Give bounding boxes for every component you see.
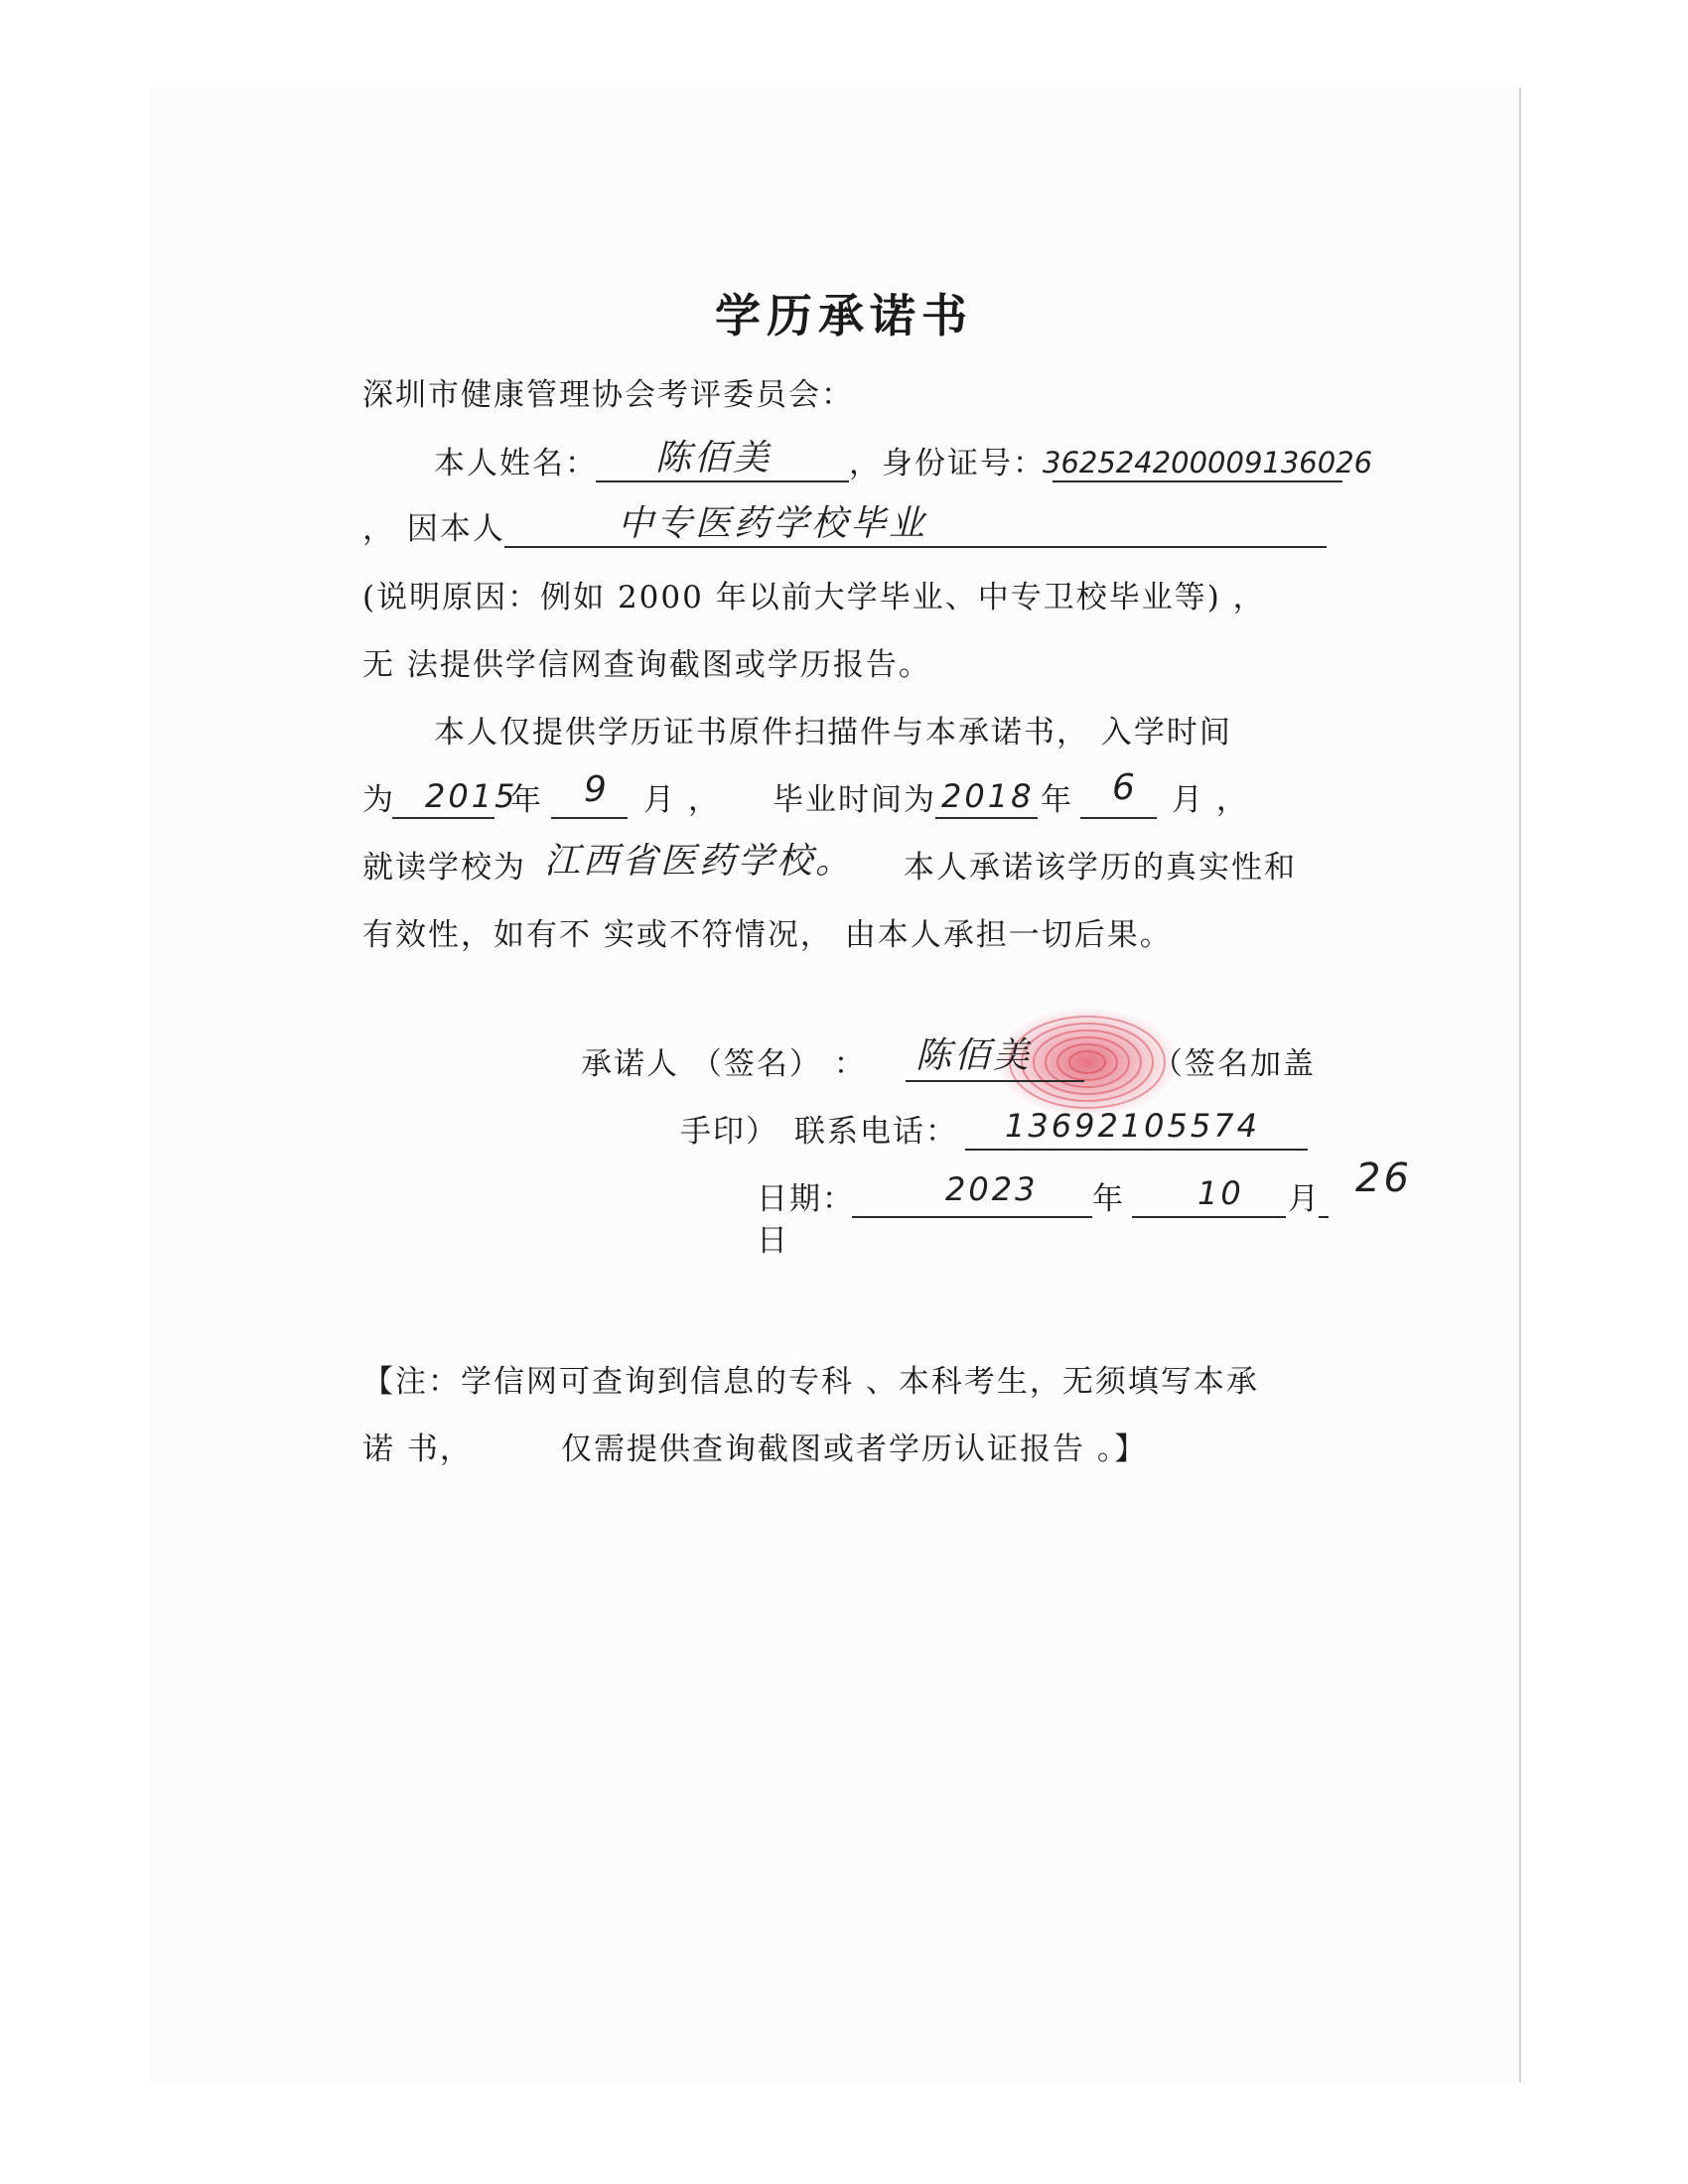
date-month-unit: 月 <box>1288 1181 1321 1217</box>
name-underline <box>596 480 849 482</box>
date-year-handwritten: 2023 <box>945 1170 1039 1208</box>
date-year-underline <box>852 1216 1092 1218</box>
sign-note: （签名加盖 <box>1152 1046 1316 1082</box>
enroll-month-unit: 月 ， <box>643 782 721 818</box>
phone-underline <box>965 1149 1308 1151</box>
explain-line: (说明原因：例如 2000 年以前大学毕业、中专卫校毕业等) ， <box>362 580 1266 615</box>
reason-handwritten: 中专医药学校毕业 <box>618 503 928 544</box>
document-title: 学历承诺书 <box>715 289 973 342</box>
date-month-handwritten: 10 <box>1197 1174 1244 1212</box>
signer-label: 承诺人 （签名） ： <box>581 1046 867 1082</box>
date-day-unit: 日 <box>757 1223 789 1259</box>
reason-underline <box>504 546 1327 548</box>
phone-handwritten: 13692105574 <box>1005 1107 1260 1145</box>
cannot-provide-line: 无 法提供学信网查询截图或学历报告。 <box>362 647 931 683</box>
promise-tail: 本人承诺该学历的真实性和 <box>904 850 1297 886</box>
enroll-year-unit: 年 <box>510 782 543 818</box>
note-line2-end: 仅需提供查询截图或者学历认证报告 。】 <box>561 1432 1148 1467</box>
signer-handwritten: 陈佰美 <box>915 1035 1033 1076</box>
note-line1: 【注：学信网可查询到信息的专科 、本科考生，无须填写本承 <box>362 1364 1259 1400</box>
salutation: 深圳市健康管理协会考评委员会： <box>362 377 854 413</box>
date-label: 日期： <box>757 1181 855 1217</box>
name-label: 本人姓名： <box>434 446 598 481</box>
date-month-underline <box>1132 1216 1286 1218</box>
grad-year-handwritten: 2018 <box>941 777 1035 815</box>
wei-text: 为 <box>362 782 395 818</box>
enroll-month-underline <box>551 817 628 819</box>
school-handwritten: 江西省医药学校。 <box>544 841 855 882</box>
grad-month-underline <box>1080 817 1157 819</box>
date-year-unit: 年 <box>1092 1181 1125 1217</box>
signer-underline <box>906 1080 1084 1082</box>
name-handwritten: 陈佰美 <box>655 438 773 478</box>
id-label: ，身份证号： <box>849 446 1046 481</box>
id-handwritten: 362524200009136026 <box>1043 446 1373 479</box>
date-day-handwritten: 26 <box>1355 1156 1412 1201</box>
date-day-underline <box>1319 1216 1329 1218</box>
sign-note-continued: 手印） <box>680 1114 778 1150</box>
enroll-year-handwritten: 2015 <box>425 777 518 815</box>
enroll-month-handwritten: 9 <box>584 769 610 810</box>
grad-year-unit: 年 <box>1041 782 1073 818</box>
note-line2-start: 诺 书， <box>362 1432 473 1467</box>
grad-month-handwritten: 6 <box>1112 767 1138 808</box>
reason-prefix: ， 因本人 <box>362 511 505 547</box>
grad-month-unit: 月 ， <box>1172 782 1249 818</box>
validity-line: 有效性，如有不 实或不符情况， 由本人承担一切后果。 <box>362 917 1173 953</box>
phone-label: 联系电话： <box>794 1114 958 1150</box>
grad-label: 毕业时间为 <box>773 782 936 818</box>
para2-line1: 本人仅提供学历证书原件扫描件与本承诺书， 入学时间 <box>434 715 1232 751</box>
school-label: 就读学校为 <box>362 850 526 886</box>
